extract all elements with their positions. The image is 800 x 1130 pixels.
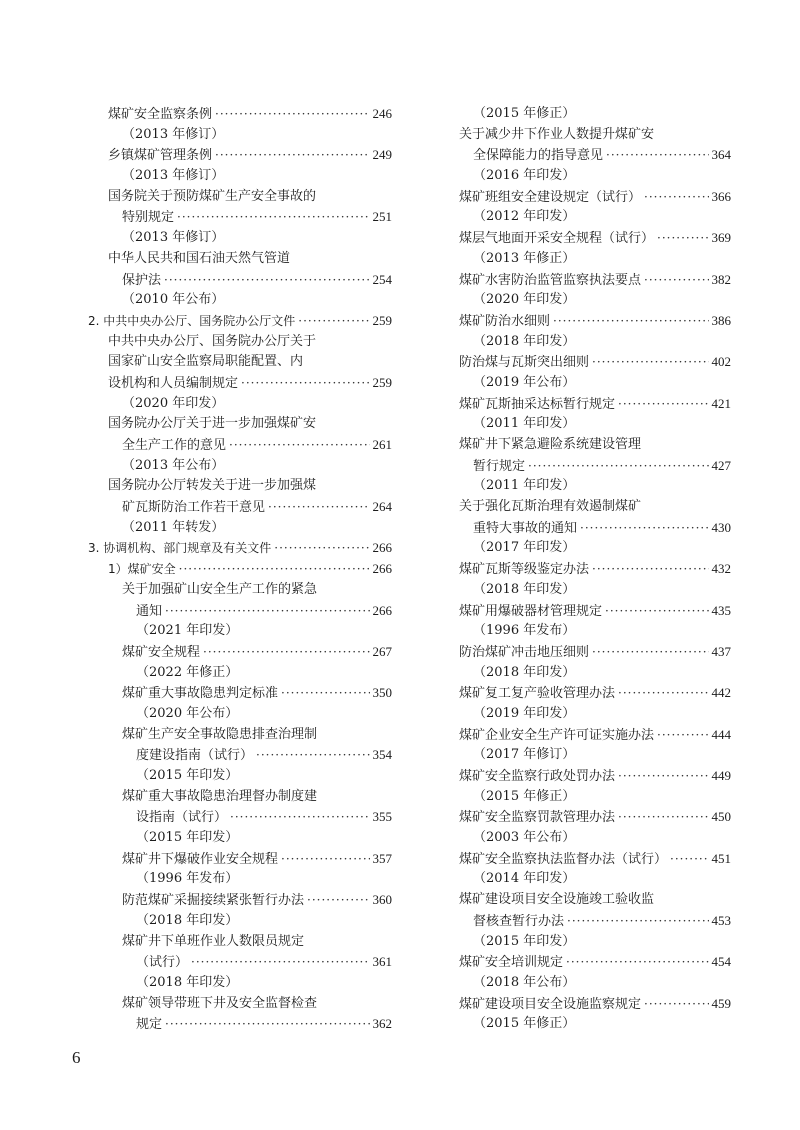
toc-line — [88, 518, 392, 539]
toc-entry-title: （2010 年公布） — [122, 292, 225, 308]
toc-entry-title: （2022 年修正） — [136, 664, 239, 680]
toc-section-heading: 2. 中共中央办公厅、国务院办公厅文件 — [88, 313, 296, 328]
toc-entry[interactable] — [459, 559, 731, 580]
toc-entry[interactable] — [459, 952, 731, 973]
toc-entry-title: （2015 年修正） — [473, 106, 576, 121]
toc-line — [459, 890, 731, 911]
toc-entry-title: 煤矿建设项目安全设施监察规定 — [459, 996, 642, 1012]
toc-entry[interactable] — [459, 145, 731, 166]
toc-entry[interactable] — [459, 228, 731, 249]
toc-entry-title: （1996 年发布） — [473, 623, 576, 639]
toc-entry-title: （1996 年发布） — [136, 871, 239, 887]
toc-entry-title: （2014 年印发） — [473, 871, 576, 887]
toc-line — [88, 911, 392, 932]
dot-leader — [644, 994, 708, 1015]
toc-entry-title: 关于减少井下作业人数提升煤矿安 — [459, 126, 655, 142]
toc-page-number: 444 — [711, 726, 731, 742]
toc-entry-title: 设机构和人员编制规定 — [108, 375, 239, 391]
toc-entry[interactable] — [459, 456, 731, 477]
dot-leader — [241, 373, 369, 394]
toc-entry-title: 煤矿井下爆破作业安全规程 — [122, 851, 279, 867]
toc-line — [459, 828, 731, 849]
toc-entry[interactable] — [88, 807, 392, 828]
toc-entry-title: （2015 年印发） — [136, 768, 239, 783]
toc-entry[interactable] — [459, 352, 731, 373]
toc-entry-title: 煤矿安全规程 — [122, 644, 201, 660]
toc-entry-title: （试行） — [136, 955, 189, 971]
toc-page-number: 435 — [711, 602, 731, 618]
toc-line — [459, 290, 731, 311]
toc-line — [459, 663, 731, 684]
toc-entry-title: 防治煤矿冲击地压细则 — [459, 644, 590, 660]
toc-line — [459, 332, 731, 353]
toc-entry[interactable] — [459, 994, 731, 1015]
dot-leader — [657, 725, 708, 746]
toc-entry-title: 规定 — [136, 1017, 163, 1033]
dot-leader — [592, 642, 708, 663]
toc-page-number: 261 — [372, 437, 392, 452]
toc-line — [88, 228, 392, 249]
toc-entry[interactable] — [459, 766, 731, 787]
toc-entry[interactable] — [88, 538, 392, 559]
toc-line — [459, 538, 731, 559]
toc-page-number: 357 — [372, 850, 392, 866]
toc-entry[interactable] — [459, 911, 731, 932]
dot-leader — [177, 207, 369, 228]
toc-entry-title: 煤矿井下紧急避险系统建设管理 — [459, 437, 642, 452]
toc-entry-title: 通知 — [136, 603, 163, 619]
toc-line — [88, 249, 392, 270]
toc-page-number: 366 — [711, 188, 731, 204]
toc-line — [88, 476, 392, 497]
toc-entry-title: 中华人民共和国石油天然气管道 — [108, 250, 291, 266]
toc-entry-title: 关于强化瓦斯治理有效遏制煤矿 — [459, 499, 642, 515]
toc-entry-title: 煤矿瓦斯等级鉴定办法 — [459, 562, 590, 578]
dot-leader — [281, 683, 369, 704]
toc-page-number: 249 — [372, 147, 392, 163]
toc-entry-title: （2018 年印发） — [473, 664, 576, 680]
toc-entry[interactable] — [88, 642, 392, 663]
toc-entry[interactable] — [459, 311, 731, 332]
dot-leader — [215, 104, 369, 125]
dot-leader — [164, 270, 369, 291]
toc-entry[interactable] — [88, 104, 392, 125]
toc-entry[interactable] — [459, 518, 731, 539]
toc-entry[interactable] — [88, 745, 392, 766]
toc-entry-title: （2015 年印发） — [473, 933, 576, 949]
toc-page-number: 266 — [372, 540, 392, 556]
toc-entry-title: 度建设指南（试行） — [136, 748, 254, 764]
dot-leader — [566, 952, 708, 973]
toc-entry-title: （2011 年转发） — [122, 519, 225, 535]
toc-line — [459, 580, 731, 601]
toc-page-number: 354 — [372, 747, 392, 763]
toc-entry-title: 煤矿班组安全建设规定（试行） — [459, 189, 642, 205]
toc-page-number: 427 — [711, 457, 731, 473]
dot-leader — [165, 1014, 369, 1035]
toc-line — [459, 787, 731, 808]
toc-page-number: 361 — [372, 954, 392, 970]
dot-leader — [298, 311, 369, 332]
dot-leader — [268, 497, 369, 518]
toc-entry-title: 煤矿井下单班作业人数限员规定 — [122, 933, 305, 949]
toc-page-number: 369 — [711, 230, 731, 246]
toc-entry-title: 煤矿生产安全事故隐患排查治理制 — [122, 726, 318, 742]
toc-line — [88, 932, 392, 953]
toc-entry[interactable] — [459, 270, 731, 291]
dot-leader — [307, 890, 369, 911]
dot-leader — [606, 145, 708, 166]
toc-line — [459, 166, 731, 187]
toc-line — [88, 766, 392, 787]
toc-right-column — [459, 104, 731, 1035]
toc-entry[interactable] — [88, 497, 392, 518]
toc-line — [459, 249, 731, 270]
toc-entry-title: 乡镇煤矿管理条例 — [108, 148, 213, 164]
toc-entry[interactable] — [88, 683, 392, 704]
dot-leader — [644, 187, 708, 208]
dot-leader — [567, 911, 708, 932]
toc-page-number: 453 — [711, 912, 731, 928]
toc-page-number: 360 — [372, 892, 392, 908]
toc-entry-title: （2018 年印发） — [136, 912, 239, 928]
toc-entry-title: 国务院关于预防煤矿生产安全事故的 — [108, 188, 317, 204]
toc-entry-title: （2013 年公布） — [122, 457, 225, 473]
toc-line — [88, 621, 392, 642]
toc-entry[interactable] — [459, 642, 731, 663]
toc-entry-title: （2003 年公布） — [473, 830, 576, 846]
dot-leader — [618, 807, 708, 828]
toc-page-number: 450 — [711, 809, 731, 825]
toc-entry-title: 煤层气地面开采安全规程（试行） — [459, 231, 655, 247]
toc-entry-title: 煤矿安全监察执法监督办法（试行） — [459, 851, 668, 867]
toc-entry-title: （2016 年印发） — [473, 168, 576, 184]
toc-line — [459, 497, 731, 518]
toc-entry[interactable] — [459, 187, 731, 208]
toc-entry-title: 特别规定 — [122, 210, 175, 226]
toc-entry-title: 全保障能力的指导意见 — [473, 148, 604, 164]
toc-entry-title: 重特大事故的通知 — [473, 520, 578, 536]
toc-entry-title: （2019 年印发） — [473, 705, 576, 721]
toc-entry-title: 煤矿用爆破器材管理规定 — [459, 603, 603, 619]
toc-entry-title: 煤矿复工复产验收管理办法 — [459, 686, 616, 702]
toc-line — [459, 125, 731, 146]
toc-line — [459, 373, 731, 394]
page-number: 6 — [72, 1048, 81, 1067]
toc-entry[interactable] — [459, 394, 731, 415]
toc-page-number: 451 — [711, 850, 731, 866]
toc-page-number: 259 — [372, 374, 392, 390]
toc-page-number: 437 — [711, 643, 731, 659]
toc-entry[interactable] — [88, 890, 392, 911]
toc-line — [459, 621, 731, 642]
toc-page-number: 259 — [372, 312, 392, 328]
toc-entry-title: （2017 年修订） — [473, 747, 576, 763]
toc-line — [459, 435, 731, 456]
toc-entry-title: 煤矿安全监察行政处罚办法 — [459, 769, 616, 784]
toc-entry-title: 督核查暂行办法 — [473, 913, 565, 929]
toc-entry[interactable] — [88, 601, 392, 622]
toc-page-number: 350 — [372, 685, 392, 701]
toc-line — [88, 394, 392, 415]
toc-line — [88, 725, 392, 746]
toc-entry-title: 煤矿瓦斯抽采达标暂行规定 — [459, 396, 616, 412]
dot-leader — [670, 849, 708, 870]
toc-page-number: 402 — [711, 354, 731, 370]
toc-entry-title: （2020 年印发） — [122, 395, 225, 411]
toc-left-column — [88, 104, 392, 1035]
toc-page-number: 449 — [711, 768, 731, 783]
toc-entry-title: （2018 年印发） — [136, 974, 239, 990]
dot-leader — [191, 952, 369, 973]
toc-entry-title: （2015 年印发） — [136, 830, 239, 846]
toc-entry-title: 矿瓦斯防治工作若干意见 — [122, 500, 266, 516]
toc-entry-title: （2013 年修订） — [122, 230, 225, 246]
toc-line — [459, 932, 731, 953]
toc-line — [88, 994, 392, 1015]
toc-page-number: 254 — [372, 271, 392, 287]
toc-entry-title: 煤矿重大事故隐患治理督办制度建 — [122, 788, 318, 804]
dot-leader — [618, 683, 708, 704]
toc-entry-title: 关于加强矿山安全生产工作的紧急 — [122, 581, 318, 597]
toc-entry[interactable] — [88, 207, 392, 228]
toc-line — [88, 187, 392, 208]
dot-leader — [230, 807, 369, 828]
toc-line — [88, 125, 392, 146]
dot-leader — [592, 559, 708, 580]
toc-entry-title: （2012 年印发） — [473, 209, 576, 225]
toc-entry-title: 煤矿建设项目安全设施竣工验收监 — [459, 892, 655, 908]
toc-entry-title: （2020 年公布） — [136, 705, 239, 721]
toc-entry[interactable] — [88, 435, 392, 456]
toc-line — [459, 207, 731, 228]
dot-leader — [528, 456, 708, 477]
toc-entry[interactable] — [88, 952, 392, 973]
toc-entry-title: （2011 年印发） — [473, 478, 576, 494]
toc-line — [88, 332, 392, 353]
dot-leader — [281, 849, 369, 870]
dot-leader — [165, 601, 369, 622]
toc-entry-title: 煤矿领导带班下井及安全监督检查 — [122, 995, 318, 1011]
toc-line — [88, 580, 392, 601]
toc-entry-title: （2018 年公布） — [473, 974, 576, 990]
toc-page-number: 430 — [711, 519, 731, 535]
toc-line — [88, 869, 392, 890]
toc-page-number: 362 — [372, 1016, 392, 1032]
toc-line — [459, 745, 731, 766]
toc-page-number: 355 — [372, 809, 392, 825]
dot-leader — [657, 228, 708, 249]
dot-leader — [605, 601, 708, 622]
toc-entry-title: 煤矿安全监察条例 — [108, 107, 213, 122]
dot-leader — [274, 538, 369, 559]
toc-page-number: 266 — [372, 561, 392, 577]
toc-entry-title: 煤矿安全培训规定 — [459, 955, 564, 971]
toc-entry[interactable] — [459, 849, 731, 870]
toc-entry-title: （2018 年印发） — [473, 333, 576, 349]
toc-entry-title: 煤矿企业安全生产许可证实施办法 — [459, 727, 655, 743]
dot-leader — [229, 435, 369, 456]
toc-page-number: 459 — [711, 995, 731, 1011]
dot-leader — [618, 394, 708, 415]
toc-entry-title: 保护法 — [122, 272, 162, 288]
toc-page-number: 386 — [711, 312, 731, 328]
toc-entry-title: （2015 年修正） — [473, 1016, 576, 1032]
toc-line — [88, 787, 392, 808]
toc-entry-title: 暂行规定 — [473, 458, 526, 474]
toc-line — [88, 663, 392, 684]
toc-entry-title: （2019 年公布） — [473, 374, 576, 390]
dot-leader — [644, 270, 708, 291]
toc-entry-title: 中共中央办公厅、国务院办公厅关于 — [108, 333, 317, 349]
toc-line — [88, 828, 392, 849]
toc-section-heading: 1）煤矿安全 — [108, 562, 176, 577]
dot-leader — [203, 642, 369, 663]
toc-line — [88, 704, 392, 725]
toc-entry-title: 煤矿水害防治监管监察执法要点 — [459, 272, 642, 288]
toc-entry[interactable] — [459, 601, 731, 622]
toc-entry-title: （2020 年印发） — [473, 292, 576, 308]
toc-line — [459, 704, 731, 725]
toc-page-number: 432 — [711, 561, 731, 577]
toc-entry-title: 煤矿重大事故隐患判定标准 — [122, 686, 279, 702]
toc-entry-title: 国家矿山安全监察局职能配置、内 — [108, 354, 304, 370]
toc-entry[interactable] — [88, 373, 392, 394]
toc-entry-title: （2017 年印发） — [473, 540, 576, 556]
toc-entry[interactable] — [88, 311, 392, 332]
toc-line — [88, 973, 392, 994]
dot-leader — [618, 766, 708, 787]
toc-entry-title: 国务院办公厅关于进一步加强煤矿安 — [108, 416, 317, 432]
toc-entry-title: 煤矿安全监察罚款管理办法 — [459, 810, 616, 826]
toc-page-number: 264 — [372, 499, 392, 515]
toc-line — [88, 352, 392, 373]
toc-entry-title: 国务院办公厅转发关于进一步加强煤 — [108, 478, 317, 494]
toc-entry[interactable] — [459, 683, 731, 704]
toc-entry[interactable] — [459, 725, 731, 746]
toc-entry-title: （2013 年修订） — [122, 126, 225, 142]
toc-entry[interactable] — [88, 270, 392, 291]
toc-line — [459, 1014, 731, 1035]
toc-line — [459, 973, 731, 994]
toc-entry[interactable] — [88, 559, 392, 580]
toc-entry-title: （2013 年修订） — [122, 168, 225, 184]
toc-entry-title: （2015 年修正） — [473, 788, 576, 804]
toc-entry[interactable] — [88, 145, 392, 166]
toc-page-number: 364 — [711, 147, 731, 163]
toc-line — [459, 414, 731, 435]
toc-entry-title: （2013 年修正） — [473, 250, 576, 266]
toc-entry-title: （2018 年印发） — [473, 581, 576, 597]
dot-leader — [553, 311, 708, 332]
toc-page-number: 454 — [711, 954, 731, 970]
toc-entry-title: 防范煤矿采掘接续紧张暂行办法 — [122, 893, 305, 909]
toc-entry[interactable] — [459, 807, 731, 828]
toc-entry-title: （2011 年印发） — [473, 416, 576, 432]
toc-entry[interactable] — [88, 849, 392, 870]
dot-leader — [179, 559, 370, 580]
toc-page-number: 246 — [372, 106, 392, 121]
toc-entry-title: 设指南（试行） — [136, 810, 228, 826]
dot-leader — [215, 145, 369, 166]
toc-section-heading: 3. 协调机构、部门规章及有关文件 — [88, 541, 272, 556]
toc-line — [88, 414, 392, 435]
toc-entry-title: 防治煤与瓦斯突出细则 — [459, 355, 590, 371]
dot-leader — [580, 518, 708, 539]
toc-page-number: 382 — [711, 271, 731, 287]
toc-line — [88, 456, 392, 477]
dot-leader — [256, 745, 369, 766]
toc-line — [459, 104, 731, 125]
toc-page-number: 251 — [372, 209, 392, 225]
toc-page-number: 421 — [711, 395, 731, 411]
toc-entry-title: 煤矿防治水细则 — [459, 313, 551, 329]
toc-entry-title: （2021 年印发） — [136, 623, 239, 639]
toc-entry-title: 全生产工作的意见 — [122, 438, 227, 453]
toc-page-number: 267 — [372, 643, 392, 659]
toc-line — [88, 290, 392, 311]
toc-entry[interactable] — [88, 1014, 392, 1035]
toc-line — [88, 166, 392, 187]
toc-line — [459, 869, 731, 890]
dot-leader — [592, 352, 708, 373]
toc-page-number: 442 — [711, 685, 731, 701]
toc-line — [459, 476, 731, 497]
toc-page-number: 266 — [372, 602, 392, 618]
